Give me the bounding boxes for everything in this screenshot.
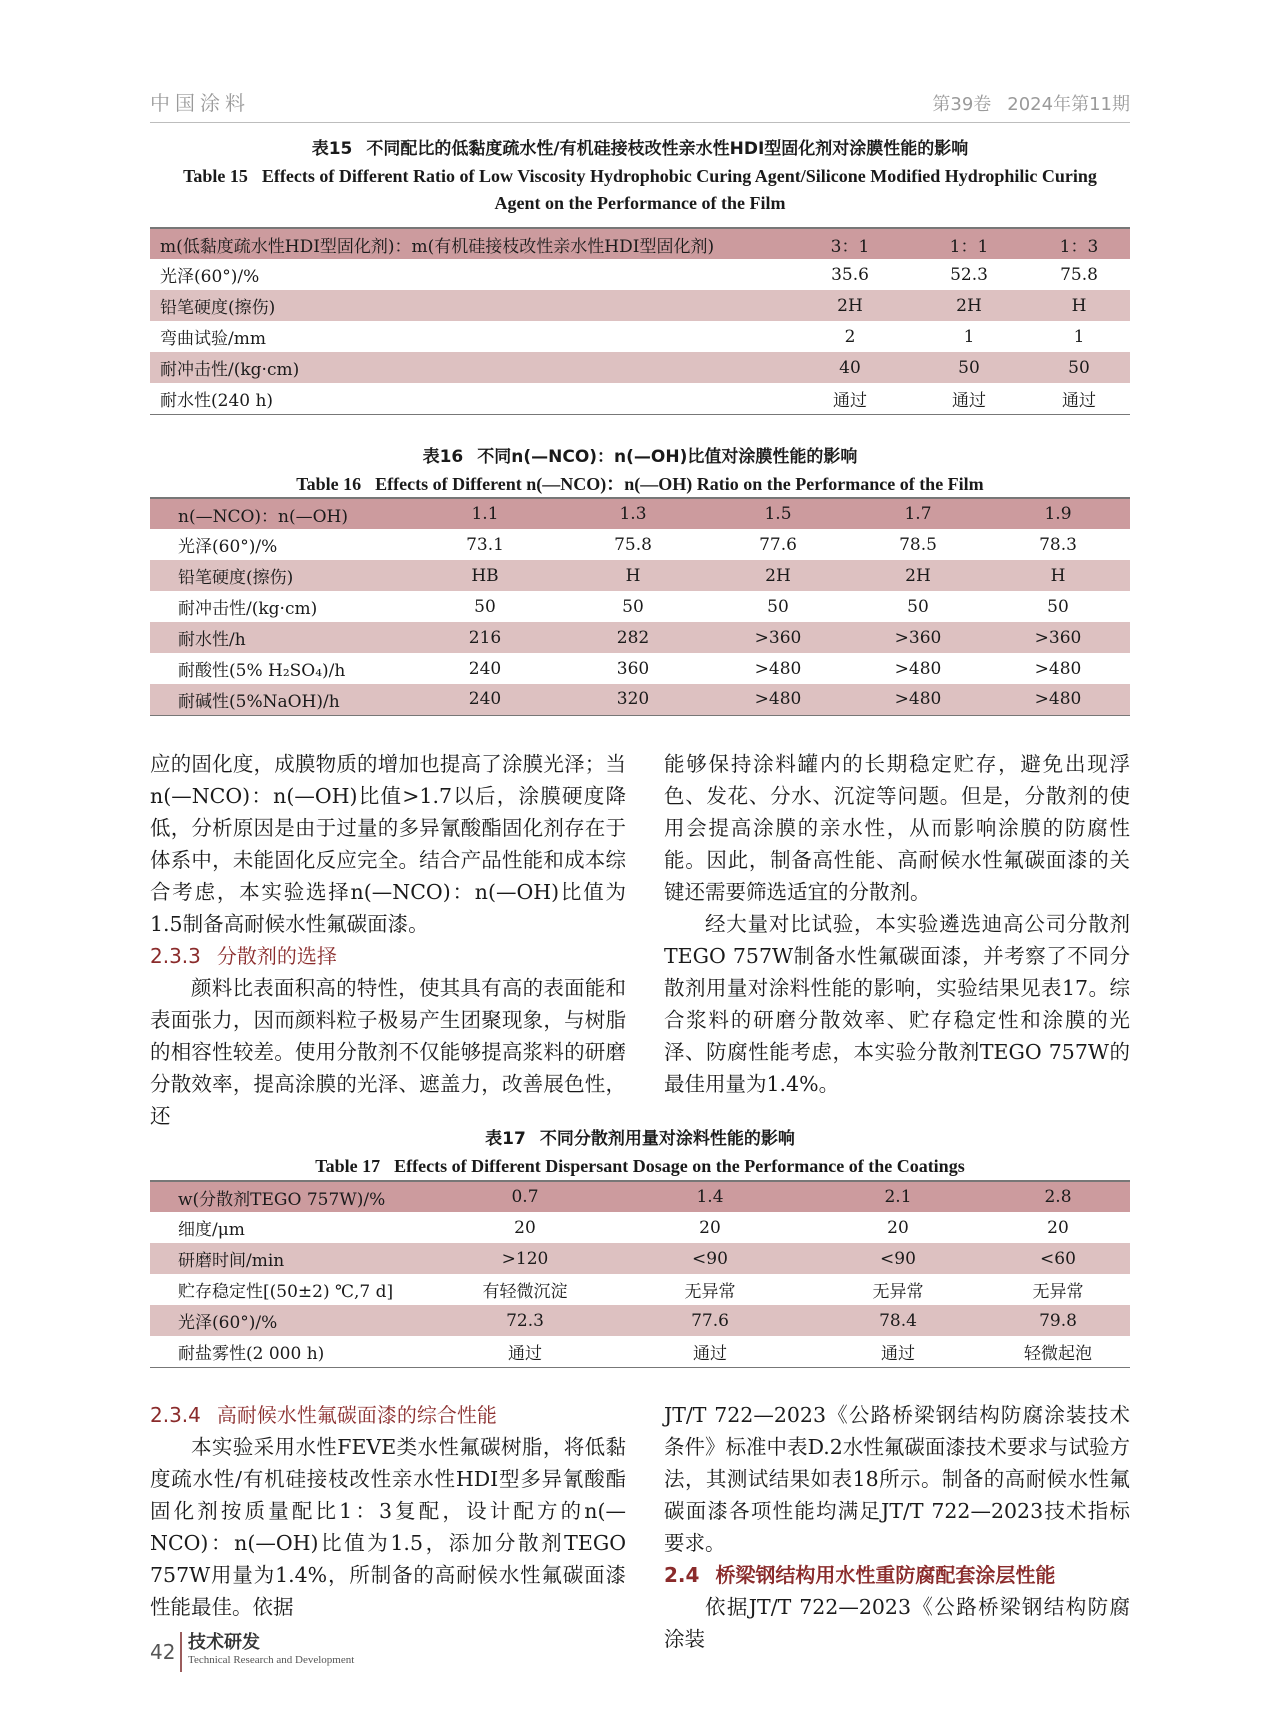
table-row — [150, 560, 1130, 591]
table-cell: 78.5 — [899, 534, 937, 555]
table-cell: 282 — [560, 622, 706, 653]
table16-header-row — [150, 498, 1130, 529]
table-cell: <60 — [986, 1243, 1130, 1274]
table-cell: 50 — [1028, 352, 1130, 383]
table15 — [150, 227, 1130, 415]
table-cell: 耐碱性(5%NaOH)/h — [150, 684, 410, 715]
table-cell: 通过 — [1062, 390, 1096, 411]
table-cell: 52.3 — [950, 264, 988, 285]
table-header-cell: 1.7 — [850, 498, 986, 529]
table-cell: H — [1028, 290, 1130, 321]
table-header-cell: w(分散剂TEGO 757W)/% — [150, 1181, 440, 1212]
table-cell: 75.8 — [1060, 264, 1098, 285]
table-cell: 216 — [410, 622, 560, 653]
table17-caption-zh: 表17 不同分散剂用量对涂料性能的影响 — [485, 1129, 795, 1149]
table16 — [150, 497, 1130, 716]
table-header-cell: 0.7 — [440, 1181, 610, 1212]
table-cell: 通过 — [881, 1343, 915, 1364]
table-header-cell: m(低黏度疏水性HDI型固化剂)：m(有机硅接枝改性亲水性HDI型固化剂) — [150, 228, 790, 259]
table-cell: 铅笔硬度(擦伤) — [150, 290, 790, 321]
table-cell: 无异常 — [872, 1282, 924, 1302]
table-cell: <90 — [610, 1243, 810, 1274]
table-cell: 通过 — [508, 1343, 542, 1364]
table17-header-row — [150, 1181, 1130, 1212]
table-header-cell: 1.5 — [706, 498, 850, 529]
table-cell: 贮存稳定性[(50±2) ℃,7 d] — [178, 1282, 394, 1302]
table-cell: 20 — [887, 1217, 909, 1238]
table-row — [150, 591, 1130, 622]
table15-caption — [150, 136, 1130, 217]
table-cell: 72.3 — [440, 1305, 610, 1336]
table-row — [150, 352, 1130, 383]
table-cell: 光泽(60°)/% — [160, 267, 260, 287]
table-header-cell: 1：3 — [1028, 228, 1130, 259]
table-cell: 轻微起泡 — [1024, 1343, 1092, 1364]
body-right-column-bottom — [664, 1399, 1130, 1655]
section-heading-2-3-4: 2.3.4 高耐候水性氟碳面漆的综合性能 — [150, 1403, 497, 1427]
body-paragraph: 依据JT/T 722—2023《公路桥梁钢结构防腐涂装 — [664, 1595, 1130, 1651]
table-cell: 耐水性/h — [150, 622, 410, 653]
table-cell: HB — [410, 560, 560, 591]
table-cell: 耐冲击性/(kg·cm) — [150, 352, 790, 383]
issue-label: 2024年第11期 — [1007, 94, 1130, 115]
table-cell: 78.3 — [1039, 534, 1077, 555]
table-header-cell: 1.3 — [560, 498, 706, 529]
table-header-cell: 1.4 — [610, 1181, 810, 1212]
table-cell: 细度/μm — [178, 1220, 245, 1240]
table-cell: 弯曲试验/mm — [160, 329, 266, 349]
table-cell: 50 — [622, 596, 644, 617]
journal-name: 中国涂料 — [150, 91, 250, 115]
table-cell: 35.6 — [831, 264, 869, 285]
table-row — [150, 383, 1130, 414]
table-row — [150, 684, 1130, 715]
table-cell: 2H — [910, 290, 1028, 321]
body-left-column-top — [150, 748, 626, 1132]
table17 — [150, 1180, 1130, 1368]
section-heading-2-4: 2.4 桥梁钢结构用水性重防腐配套涂层性能 — [664, 1563, 1056, 1587]
table-cell: >480 — [850, 684, 986, 715]
table-cell: 1 — [1073, 326, 1085, 347]
table-cell: 耐酸性(5% H₂SO₄)/h — [178, 661, 346, 681]
table-header-cell: 1.9 — [986, 498, 1130, 529]
body-paragraph: 颜料比表面积高的特性，使其具有高的表面能和表面张力，因而颜料粒子极易产生团聚现象，与树脂的相容性较差。使用分散剂不仅能够提高浆料的研磨分散效率，提高涂膜的光泽、遮盖力，改善展色性，还 — [150, 976, 626, 1128]
table-cell: 20 — [699, 1217, 721, 1238]
table-cell: 320 — [560, 684, 706, 715]
table-cell: 通过 — [833, 390, 867, 411]
table-cell: >480 — [754, 658, 802, 679]
running-header — [150, 88, 1130, 123]
table-row — [150, 321, 1130, 352]
table-cell: 79.8 — [986, 1305, 1130, 1336]
table-cell: H — [986, 560, 1130, 591]
table-cell: 75.8 — [614, 534, 652, 555]
table-cell: 240 — [410, 684, 560, 715]
table-cell: 通过 — [952, 390, 986, 411]
table-cell: <90 — [810, 1243, 986, 1274]
table-cell: 240 — [468, 658, 502, 679]
table-cell: 通过 — [693, 1343, 727, 1364]
table-cell: 360 — [616, 658, 650, 679]
table-cell: >480 — [1034, 658, 1082, 679]
table-header-cell: 3：1 — [790, 228, 910, 259]
table-row — [150, 1212, 1130, 1243]
table-cell: >120 — [440, 1243, 610, 1274]
table-row — [150, 653, 1130, 684]
table-header-cell: n(—NCO)：n(—OH) — [150, 498, 410, 529]
body-paragraph: 应的固化度，成膜物质的增加也提高了涂膜光泽；当n(—NCO)：n(—OH)比值>1.7以后，涂膜硬度降低，分析原因是由于过量的多异氰酸酯固化剂存在于体系中，未能固化反应完全。结合产品性能和成本综合考虑，本实验选择n(—NCO)：n(—OH)比值为1.5制备高耐候水性氟碳面漆。 — [150, 752, 626, 936]
table-cell: 研磨时间/min — [150, 1243, 440, 1274]
section-heading-2-3-3: 2.3.3 分散剂的选择 — [150, 944, 337, 968]
table-cell: 77.6 — [759, 534, 797, 555]
table-cell: 20 — [514, 1217, 536, 1238]
body-paragraph: JT/T 722—2023《公路桥梁钢结构防腐涂装技术条件》标准中表D.2水性氟碳面漆技术要求与试验方法，其测试结果如表18所示。制备的高耐候水性氟碳面漆各项性能均满足JT/T 722—2023技术指标要求。 — [664, 1403, 1130, 1555]
table-cell: 50 — [907, 596, 929, 617]
table15-caption-en-cont: Agent on the Performance of the Film — [494, 193, 786, 213]
table-cell: 无异常 — [684, 1282, 736, 1302]
table-row — [150, 529, 1130, 560]
footer-section-en: Technical Research and Development — [188, 1654, 355, 1666]
table-header-cell: 2.1 — [810, 1181, 986, 1212]
table-cell: 20 — [1047, 1217, 1069, 1238]
table-cell: 耐冲击性/(kg·cm) — [178, 599, 318, 619]
body-left-column-bottom — [150, 1399, 626, 1623]
table17-caption — [150, 1126, 1130, 1180]
table15-caption-zh: 表15 不同配比的低黏度疏水性/有机硅接枝改性亲水性HDI型固化剂对涂膜性能的影响 — [311, 139, 969, 159]
footer-section-zh: 技术研发 — [188, 1632, 260, 1653]
body-paragraph: 能够保持涂料罐内的长期稳定贮存，避免出现浮色、发花、分水、沉淀等问题。但是，分散剂的使用会提高涂膜的亲水性，从而影响涂膜的防腐性能。因此，制备高性能、高耐候水性氟碳面漆的关键还需要筛选适宜的分散剂。 — [664, 752, 1130, 904]
volume-label: 第39卷 — [932, 94, 992, 115]
table-cell: 2H — [706, 560, 850, 591]
table-cell: >360 — [850, 622, 986, 653]
body-right-column-top — [664, 748, 1130, 1100]
table-cell: >480 — [894, 658, 942, 679]
table-row — [150, 1274, 1130, 1305]
table-header-cell: 1.1 — [410, 498, 560, 529]
table-cell: 2 — [844, 326, 856, 347]
body-paragraph: 本实验采用水性FEVE类水性氟碳树脂，将低黏度疏水性/有机硅接枝改性亲水性HDI型多异氰酸酯固化剂按质量配比1：3复配，设计配方的n(—NCO)：n(—OH)比值为1.5，添加分散剂TEGO 757W用量为1.4%，所制备的高耐候水性氟碳面漆性能最佳。依据 — [150, 1435, 626, 1619]
table-cell: 耐盐雾性(2 000 h) — [178, 1343, 325, 1364]
table-header-cell: 2.8 — [986, 1181, 1130, 1212]
table-cell: >360 — [706, 622, 850, 653]
table-cell: 有轻微沉淀 — [482, 1282, 568, 1302]
table-cell: H — [560, 560, 706, 591]
table-cell: 77.6 — [610, 1305, 810, 1336]
table-cell: 光泽(60°)/% — [178, 537, 278, 557]
table-cell: 78.4 — [810, 1305, 986, 1336]
issue-info — [916, 90, 1130, 116]
body-paragraph: 经大量对比试验，本实验遴选迪高公司分散剂TEGO 757W制备水性氟碳面漆，并考察了不同分散剂用量对涂料性能的影响，实验结果见表17。综合浆料的研磨分散效率、贮存稳定性和涂膜的光泽、防腐性能考虑，本实验分散剂TEGO 757W的最佳用量为1.4%。 — [664, 912, 1130, 1096]
table16-caption-zh: 表16 不同n(—NCO)：n(—OH)比值对涂膜性能的影响 — [422, 447, 858, 467]
table16-caption — [150, 444, 1130, 498]
table15-caption-en: Table 15 Effects of Different Ratio of Low Viscosity Hydrophobic Curing Agent/Silicone Modified Hydrophilic Curing — [183, 166, 1097, 186]
table-cell: >480 — [706, 684, 850, 715]
table-row — [150, 622, 1130, 653]
table-cell: 50 — [474, 596, 496, 617]
table17-caption-en: Table 17 Effects of Different Dispersant Dosage on the Performance of the Coatings — [315, 1156, 965, 1176]
table-cell: 2H — [850, 560, 986, 591]
table-row — [150, 290, 1130, 321]
table-cell: 无异常 — [1032, 1282, 1084, 1302]
table-cell: 2H — [790, 290, 910, 321]
table-row — [150, 259, 1130, 290]
table-row — [150, 1243, 1130, 1274]
table-cell: 1 — [963, 326, 975, 347]
table-header-cell: 1：1 — [910, 228, 1028, 259]
table-cell: 50 — [1047, 596, 1069, 617]
table-cell: 50 — [910, 352, 1028, 383]
table-cell: 铅笔硬度(擦伤) — [150, 560, 410, 591]
footer-divider — [180, 1632, 182, 1672]
table-cell: 40 — [790, 352, 910, 383]
table-row — [150, 1336, 1130, 1367]
table-cell: 73.1 — [466, 534, 504, 555]
table-cell: >360 — [986, 622, 1130, 653]
table-cell: 光泽(60°)/% — [150, 1305, 440, 1336]
page-number: 42 — [150, 1640, 176, 1664]
table-row — [150, 1305, 1130, 1336]
table-cell: >480 — [986, 684, 1130, 715]
table16-caption-en: Table 16 Effects of Different n(—NCO)：n(—OH) Ratio on the Performance of the Film — [296, 474, 984, 494]
table-cell: 耐水性(240 h) — [160, 390, 274, 411]
table15-header-row — [150, 228, 1130, 259]
table-cell: 50 — [767, 596, 789, 617]
